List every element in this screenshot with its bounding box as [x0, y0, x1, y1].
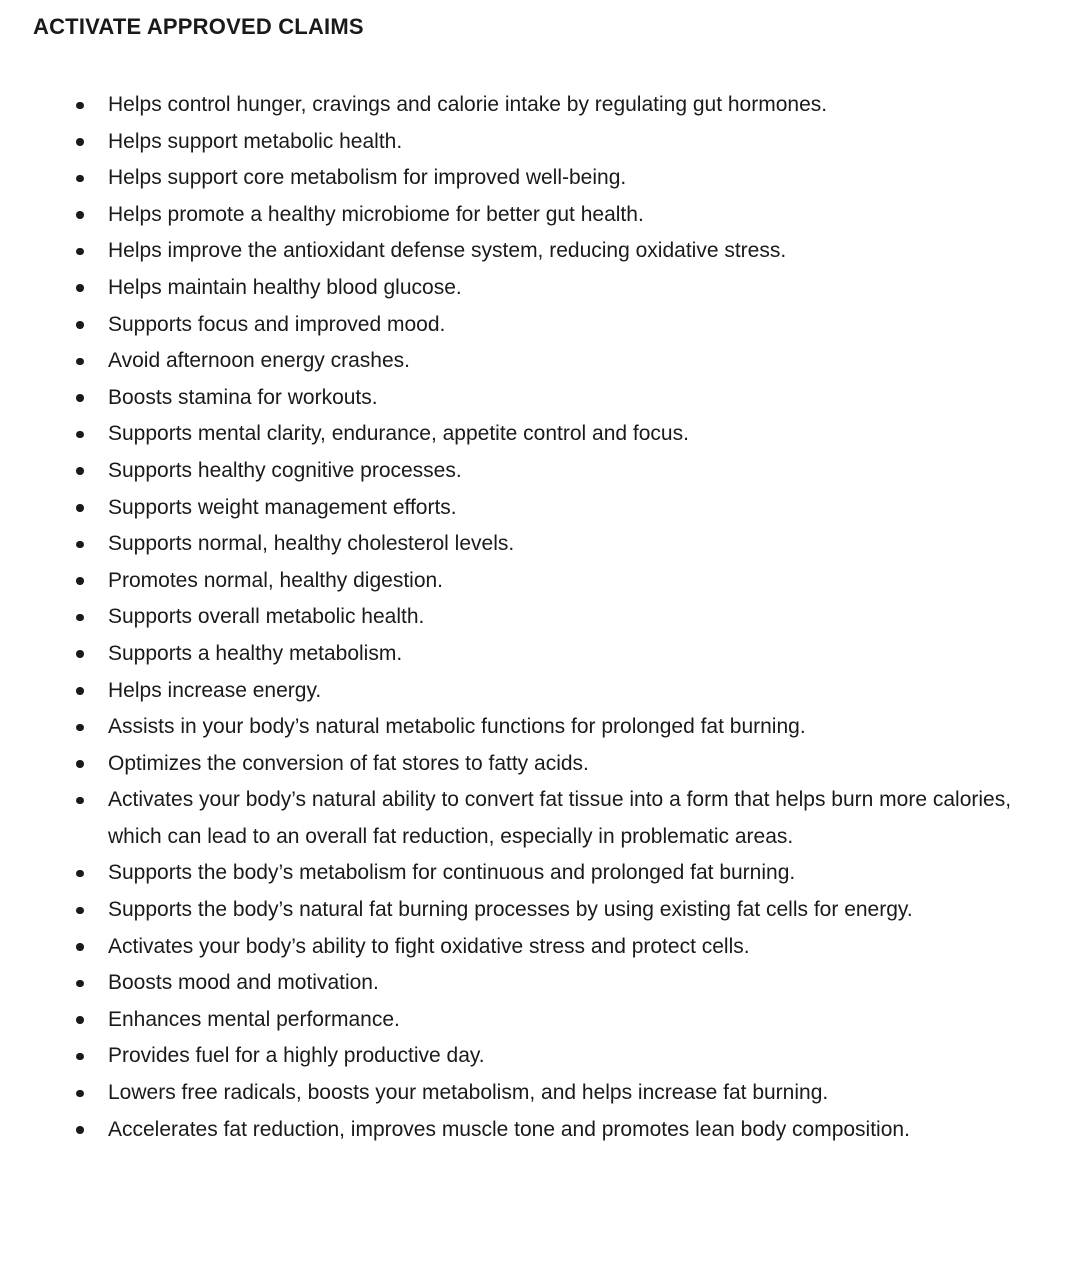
page-title: ACTIVATE APPROVED CLAIMS — [33, 14, 364, 39]
claim-text: Supports the body’s metabolism for continuous and prolonged fat burning. — [108, 861, 796, 885]
list-item — [33, 1038, 1045, 1075]
list-item — [33, 855, 1045, 892]
claim-text: Activates your body’s ability to fight oxidative stress and protect cells. — [108, 934, 750, 958]
list-item — [33, 380, 1045, 417]
claims-list — [33, 87, 1045, 1148]
list-item — [33, 965, 1045, 1002]
claim-text: Avoid afternoon energy crashes. — [108, 349, 410, 373]
claim-text: Supports the body’s natural fat burning processes by using existing fat cells for energy. — [108, 898, 913, 922]
claim-text: Helps maintain healthy blood glucose. — [108, 275, 462, 299]
list-item — [33, 1112, 1045, 1149]
claim-text: Accelerates fat reduction, improves muscle tone and promotes lean body composition. — [108, 1117, 910, 1141]
list-item — [33, 160, 1045, 197]
claim-text: Activates your body’s natural ability to convert fat tissue into a form that helps burn more calories, which can lead to an overall fat reduction, especially in problematic areas. — [108, 788, 1012, 848]
list-item — [33, 746, 1045, 783]
claim-text: Supports healthy cognitive processes. — [108, 458, 462, 482]
claim-text: Helps improve the antioxidant defense system, reducing oxidative stress. — [108, 239, 787, 263]
list-item — [33, 416, 1045, 453]
list-item — [33, 307, 1045, 344]
claim-text: Boosts stamina for workouts. — [108, 385, 378, 409]
claim-text: Assists in your body’s natural metabolic functions for prolonged fat burning. — [108, 715, 806, 739]
claim-text: Supports a healthy metabolism. — [108, 641, 403, 665]
list-item — [33, 1002, 1045, 1039]
list-item — [33, 233, 1045, 270]
claim-text: Supports weight management efforts. — [108, 495, 457, 519]
list-item — [33, 124, 1045, 161]
list-item — [33, 892, 1045, 929]
list-item — [33, 782, 1045, 855]
claim-text: Promotes normal, healthy digestion. — [108, 568, 444, 592]
claim-text: Lowers free radicals, boosts your metabolism, and helps increase fat burning. — [108, 1081, 829, 1105]
list-item — [33, 526, 1045, 563]
claim-text: Helps increase energy. — [108, 678, 322, 702]
claim-text: Supports overall metabolic health. — [108, 605, 425, 629]
claim-text: Optimizes the conversion of fat stores to fatty acids. — [108, 751, 589, 775]
claim-text: Boosts mood and motivation. — [108, 971, 379, 995]
claim-text: Supports normal, healthy cholesterol levels. — [108, 532, 515, 556]
list-item — [33, 270, 1045, 307]
list-item — [33, 599, 1045, 636]
claim-text: Supports mental clarity, endurance, appetite control and focus. — [108, 422, 689, 446]
list-item — [33, 87, 1045, 124]
list-item — [33, 636, 1045, 673]
list-item — [33, 1075, 1045, 1112]
list-item — [33, 197, 1045, 234]
claim-text: Helps control hunger, cravings and calorie intake by regulating gut hormones. — [108, 93, 828, 116]
list-item — [33, 563, 1045, 600]
list-item — [33, 453, 1045, 490]
list-item — [33, 343, 1045, 380]
claim-text: Helps support core metabolism for improved well-being. — [108, 166, 627, 190]
list-item — [33, 709, 1045, 746]
list-item — [33, 929, 1045, 966]
list-item — [33, 673, 1045, 710]
claim-text: Provides fuel for a highly productive day. — [108, 1044, 485, 1068]
list-item — [33, 490, 1045, 527]
claim-text: Supports focus and improved mood. — [108, 312, 446, 336]
claim-text: Helps promote a healthy microbiome for better gut health. — [108, 202, 644, 226]
claim-text: Helps support metabolic health. — [108, 129, 403, 153]
claim-text: Enhances mental performance. — [108, 1007, 400, 1031]
